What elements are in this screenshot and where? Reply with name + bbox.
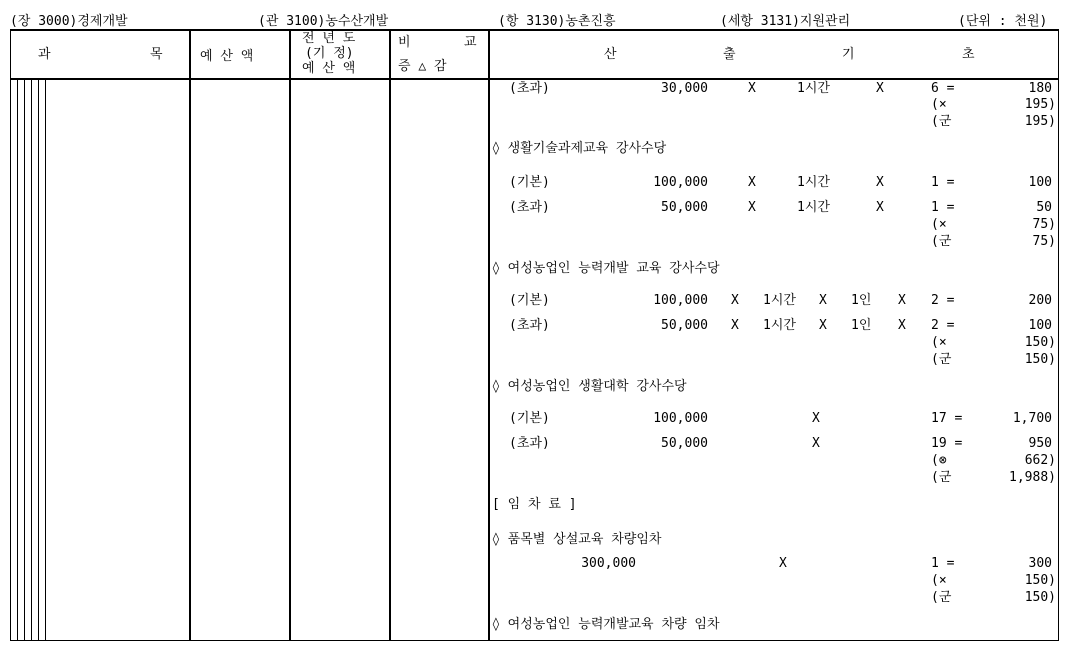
header-bottom-border bbox=[10, 78, 1059, 80]
multiply-sign: X bbox=[819, 293, 827, 308]
table-bottom-border bbox=[10, 640, 1059, 641]
section-heading: ◊ 여성농업인 생활대학 강사수당 bbox=[492, 379, 687, 394]
multiplier: 2 = bbox=[931, 293, 955, 308]
quantity-persons: 1인 bbox=[851, 293, 872, 308]
line-amount: 950 bbox=[1028, 436, 1052, 451]
multiply-sign: X bbox=[876, 200, 884, 215]
quantity-hours: 1시간 bbox=[797, 200, 830, 215]
subtotal-label: (군 bbox=[931, 352, 952, 367]
subtotal-label: (× bbox=[931, 217, 947, 232]
header-basis-1: 산 bbox=[604, 47, 617, 62]
unit-price: 100,000 bbox=[653, 411, 708, 426]
multiplier: 1 = bbox=[931, 556, 955, 571]
line-label: (기본) bbox=[509, 293, 550, 308]
unit-label: (단위 : 천원) bbox=[958, 14, 1048, 29]
quantity-hours: 1시간 bbox=[763, 318, 796, 333]
subtotal-label: (× bbox=[931, 573, 947, 588]
subtotal-amount: 662) bbox=[1024, 453, 1056, 468]
subject-subline bbox=[24, 80, 25, 641]
unit-price: 30,000 bbox=[661, 81, 708, 96]
item-label: (항 3130)농촌진흥 bbox=[498, 14, 616, 29]
section-heading: [ 임 차 료 ] bbox=[492, 497, 577, 512]
header-prev-line3: 예 산 액 bbox=[302, 61, 356, 76]
multiply-sign: X bbox=[748, 175, 756, 190]
col-divider-2 bbox=[289, 29, 291, 641]
subtotal-amount: 195) bbox=[1024, 97, 1056, 112]
multiply-sign: X bbox=[731, 318, 739, 333]
unit-price: 100,000 bbox=[653, 293, 708, 308]
header-subject-b: 목 bbox=[150, 47, 163, 62]
subtotal-amount: 150) bbox=[1024, 573, 1056, 588]
line-label: (초과) bbox=[509, 318, 550, 333]
left-border bbox=[10, 29, 11, 641]
multiply-sign: X bbox=[898, 293, 906, 308]
line-amount: 200 bbox=[1028, 293, 1052, 308]
line-amount: 180 bbox=[1028, 81, 1052, 96]
header-budget: 예 산 액 bbox=[200, 49, 254, 64]
multiply-sign: X bbox=[876, 175, 884, 190]
header-compare-b: 교 bbox=[464, 35, 477, 50]
subtotal-amount: 150) bbox=[1024, 352, 1056, 367]
subtotal-label: (군 bbox=[931, 234, 952, 249]
header-subject-a: 과 bbox=[38, 47, 51, 62]
header-basis-4: 초 bbox=[962, 47, 975, 62]
subtotal-label: (군 bbox=[931, 470, 952, 485]
quantity-persons: 1인 bbox=[851, 318, 872, 333]
multiplier: 6 = bbox=[931, 81, 955, 96]
line-label: (초과) bbox=[509, 436, 550, 451]
quantity-hours: 1시간 bbox=[797, 81, 830, 96]
subject-subline bbox=[31, 80, 32, 641]
unit-price: 50,000 bbox=[661, 200, 708, 215]
header-prev-line2: (기 정) bbox=[305, 46, 354, 61]
section-label: (관 3100)농수산개발 bbox=[258, 14, 389, 29]
line-label: (초과) bbox=[509, 81, 550, 96]
multiply-sign: X bbox=[731, 293, 739, 308]
subtotal-amount: 150) bbox=[1024, 335, 1056, 350]
multiply-sign: X bbox=[876, 81, 884, 96]
header-basis-2: 출 bbox=[723, 47, 736, 62]
unit-price: 50,000 bbox=[661, 318, 708, 333]
multiplier: 1 = bbox=[931, 175, 955, 190]
multiplier: 17 = bbox=[931, 411, 963, 426]
subtotal-label: (× bbox=[931, 335, 947, 350]
multiply-sign: X bbox=[779, 556, 787, 571]
subtotal-label: (⊗ bbox=[931, 453, 947, 468]
subject-subline bbox=[38, 80, 39, 641]
line-label: (기본) bbox=[509, 411, 550, 426]
multiplier: 2 = bbox=[931, 318, 955, 333]
header-prev-line1: 전 년 도 bbox=[302, 31, 356, 46]
multiply-sign: X bbox=[898, 318, 906, 333]
section-heading: ◊ 여성농업인 능력개발 교육 강사수당 bbox=[492, 261, 720, 276]
unit-price: 100,000 bbox=[653, 175, 708, 190]
col-divider-1 bbox=[189, 29, 191, 641]
right-border bbox=[1058, 29, 1059, 641]
section-heading: ◊ 생활기술과제교육 강사수당 bbox=[492, 141, 667, 156]
subitem-label: (세항 3131)지원관리 bbox=[720, 14, 851, 29]
line-amount: 100 bbox=[1028, 175, 1052, 190]
line-amount: 1,700 bbox=[1012, 411, 1052, 426]
multiply-sign: X bbox=[819, 318, 827, 333]
subject-subline bbox=[17, 80, 18, 641]
col-divider-3 bbox=[389, 29, 391, 641]
multiplier: 19 = bbox=[931, 436, 963, 451]
multiply-sign: X bbox=[748, 200, 756, 215]
line-amount: 300 bbox=[1028, 556, 1052, 571]
multiplier: 1 = bbox=[931, 200, 955, 215]
unit-price: 300,000 bbox=[581, 556, 636, 571]
line-label: (기본) bbox=[509, 175, 550, 190]
header-compare-a: 비 bbox=[398, 35, 411, 50]
chapter-label: (장 3000)경제개발 bbox=[10, 14, 128, 29]
multiply-sign: X bbox=[812, 411, 820, 426]
col-divider-4 bbox=[488, 29, 490, 641]
subtotal-amount: 1,988) bbox=[1009, 470, 1056, 485]
section-heading: ◊ 여성농업인 능력개발교육 차량 임차 bbox=[492, 617, 720, 632]
quantity-hours: 1시간 bbox=[797, 175, 830, 190]
line-amount: 50 bbox=[1036, 200, 1052, 215]
subtotal-label: (군 bbox=[931, 114, 952, 129]
subtotal-amount: 150) bbox=[1024, 590, 1056, 605]
line-label: (초과) bbox=[509, 200, 550, 215]
section-heading: ◊ 품목별 상설교육 차량임차 bbox=[492, 532, 662, 547]
subtotal-amount: 75) bbox=[1032, 217, 1056, 232]
subject-subline bbox=[45, 80, 46, 641]
line-amount: 100 bbox=[1028, 318, 1052, 333]
multiply-sign: X bbox=[748, 81, 756, 96]
subtotal-amount: 75) bbox=[1032, 234, 1056, 249]
subtotal-amount: 195) bbox=[1024, 114, 1056, 129]
subtotal-label: (× bbox=[931, 97, 947, 112]
unit-price: 50,000 bbox=[661, 436, 708, 451]
header-compare-line2: 증 △ 감 bbox=[398, 59, 447, 74]
subtotal-label: (군 bbox=[931, 590, 952, 605]
table-top-border bbox=[10, 29, 1059, 31]
header-basis-3: 기 bbox=[842, 47, 855, 62]
quantity-hours: 1시간 bbox=[763, 293, 796, 308]
multiply-sign: X bbox=[812, 436, 820, 451]
